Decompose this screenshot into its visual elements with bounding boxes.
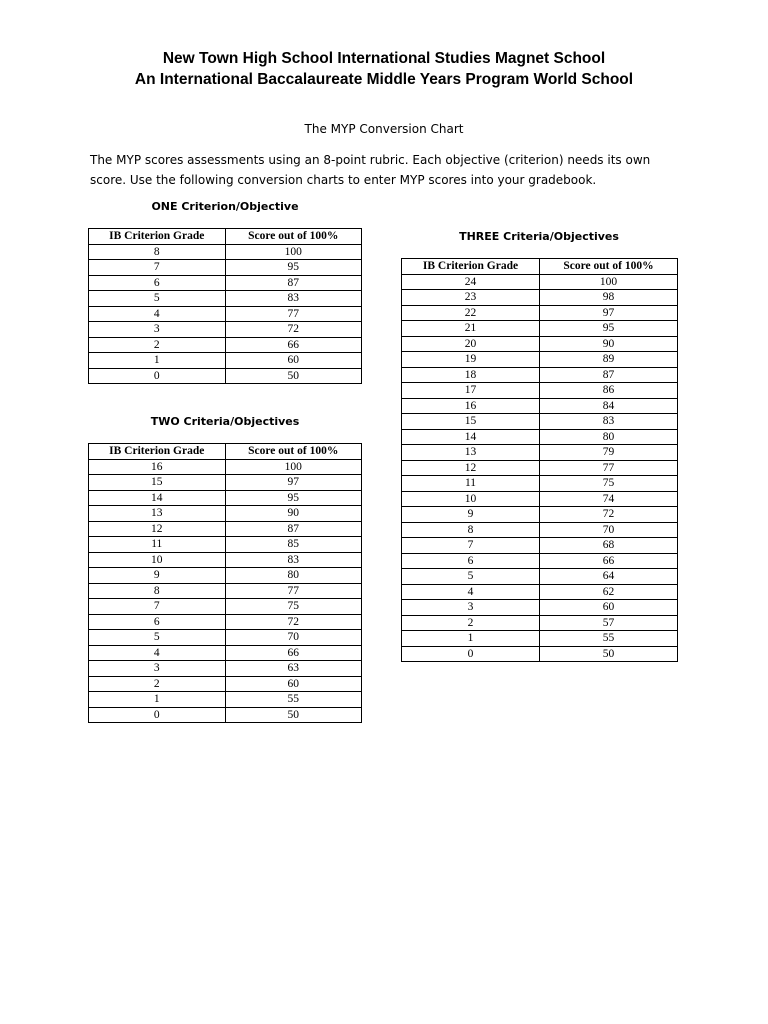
grade-cell: 6: [89, 614, 226, 630]
table-row: [89, 692, 362, 708]
table-row: [402, 460, 678, 476]
grade-cell: 8: [402, 522, 540, 538]
grade-cell: 19: [402, 352, 540, 368]
grade-cell: 22: [402, 305, 540, 321]
one-criterion-table: [88, 228, 362, 384]
table-header-row: [89, 229, 362, 245]
table-row: [89, 244, 362, 260]
column-header-score: Score out of 100%: [225, 444, 362, 460]
grade-cell: 0: [89, 707, 226, 723]
grade-cell: 11: [89, 537, 226, 553]
score-cell: 60: [540, 600, 678, 616]
table-row: [402, 383, 678, 399]
grade-cell: 7: [89, 599, 226, 615]
grade-cell: 4: [89, 306, 226, 322]
score-cell: 50: [540, 646, 678, 662]
score-cell: 83: [540, 414, 678, 430]
score-cell: 98: [540, 290, 678, 306]
table-row: [402, 414, 678, 430]
grade-cell: 4: [402, 584, 540, 600]
grade-cell: 5: [402, 569, 540, 585]
table-row: [89, 599, 362, 615]
score-cell: 63: [225, 661, 362, 677]
score-cell: 72: [225, 614, 362, 630]
grade-cell: 24: [402, 274, 540, 290]
grade-cell: 23: [402, 290, 540, 306]
table-row: [89, 552, 362, 568]
table-row: [402, 429, 678, 445]
score-cell: 57: [540, 615, 678, 631]
grade-cell: 14: [89, 490, 226, 506]
score-cell: 55: [540, 631, 678, 647]
table-row: [402, 491, 678, 507]
column-header-score: Score out of 100%: [225, 229, 362, 245]
score-cell: 97: [225, 475, 362, 491]
score-cell: 90: [540, 336, 678, 352]
column-header-grade: IB Criterion Grade: [402, 259, 540, 275]
table-row: [89, 537, 362, 553]
grade-cell: 7: [89, 260, 226, 276]
score-cell: 87: [540, 367, 678, 383]
grade-cell: 5: [89, 291, 226, 307]
column-header-score: Score out of 100%: [540, 259, 678, 275]
table-row: [89, 568, 362, 584]
table-row: [89, 506, 362, 522]
score-cell: 95: [225, 260, 362, 276]
grade-cell: 9: [89, 568, 226, 584]
table-row: [402, 274, 678, 290]
table-row: [402, 305, 678, 321]
table-row: [89, 306, 362, 322]
score-cell: 66: [225, 645, 362, 661]
score-cell: 50: [225, 368, 362, 384]
table-row: [402, 398, 678, 414]
grade-cell: 2: [89, 676, 226, 692]
grade-cell: 10: [89, 552, 226, 568]
score-cell: 95: [540, 321, 678, 337]
table-row: [402, 336, 678, 352]
table-row: [89, 583, 362, 599]
grade-cell: 1: [402, 631, 540, 647]
grade-cell: 20: [402, 336, 540, 352]
score-cell: 72: [540, 507, 678, 523]
score-cell: 66: [540, 553, 678, 569]
grade-cell: 12: [402, 460, 540, 476]
score-cell: 79: [540, 445, 678, 461]
grade-cell: 13: [402, 445, 540, 461]
score-cell: 77: [225, 306, 362, 322]
score-cell: 50: [225, 707, 362, 723]
school-title: New Town High School International Studies Magnet School: [162, 50, 606, 67]
grade-cell: 0: [89, 368, 226, 384]
grade-cell: 2: [89, 337, 226, 353]
grade-cell: 7: [402, 538, 540, 554]
table-row: [89, 707, 362, 723]
column-header-grade: IB Criterion Grade: [89, 444, 226, 460]
table-row: [89, 337, 362, 353]
two-criteria-table: [88, 443, 362, 723]
table-row: [402, 522, 678, 538]
grade-cell: 13: [89, 506, 226, 522]
grade-cell: 4: [89, 645, 226, 661]
grade-cell: 17: [402, 383, 540, 399]
table-row: [89, 291, 362, 307]
score-cell: 89: [540, 352, 678, 368]
table-row: [402, 507, 678, 523]
grade-cell: 1: [89, 692, 226, 708]
school-subtitle: An International Baccalaureate Middle Years Program World School: [134, 71, 634, 88]
table-row: [402, 631, 678, 647]
score-cell: 60: [225, 353, 362, 369]
three-criteria-table: [401, 258, 678, 662]
table-row: [89, 475, 362, 491]
score-cell: 84: [540, 398, 678, 414]
table-header-row: [89, 444, 362, 460]
score-cell: 87: [225, 521, 362, 537]
score-cell: 75: [540, 476, 678, 492]
score-cell: 83: [225, 291, 362, 307]
table-row: [402, 646, 678, 662]
grade-cell: 8: [89, 583, 226, 599]
score-cell: 97: [540, 305, 678, 321]
score-cell: 77: [225, 583, 362, 599]
table-row: [402, 352, 678, 368]
table-row: [402, 445, 678, 461]
score-cell: 68: [540, 538, 678, 554]
one-criterion-title: ONE Criterion/Objective: [151, 200, 299, 213]
score-cell: 70: [225, 630, 362, 646]
grade-cell: 3: [402, 600, 540, 616]
table-row: [402, 290, 678, 306]
grade-cell: 3: [89, 661, 226, 677]
grade-cell: 12: [89, 521, 226, 537]
table-row: [89, 630, 362, 646]
grade-cell: 14: [402, 429, 540, 445]
table-row: [89, 322, 362, 338]
score-cell: 100: [225, 244, 362, 260]
score-cell: 100: [540, 274, 678, 290]
score-cell: 100: [225, 459, 362, 475]
table-row: [89, 275, 362, 291]
table-header-row: [402, 259, 678, 275]
score-cell: 60: [225, 676, 362, 692]
grade-cell: 15: [402, 414, 540, 430]
score-cell: 85: [225, 537, 362, 553]
table-row: [89, 260, 362, 276]
score-cell: 64: [540, 569, 678, 585]
grade-cell: 18: [402, 367, 540, 383]
grade-cell: 1: [89, 353, 226, 369]
grade-cell: 0: [402, 646, 540, 662]
score-cell: 80: [225, 568, 362, 584]
grade-cell: 5: [89, 630, 226, 646]
grade-cell: 3: [89, 322, 226, 338]
table-row: [402, 367, 678, 383]
score-cell: 72: [225, 322, 362, 338]
score-cell: 62: [540, 584, 678, 600]
grade-cell: 2: [402, 615, 540, 631]
grade-cell: 6: [402, 553, 540, 569]
table-row: [402, 321, 678, 337]
score-cell: 86: [540, 383, 678, 399]
chart-title: The MYP Conversion Chart: [304, 122, 464, 136]
table-row: [402, 615, 678, 631]
score-cell: 80: [540, 429, 678, 445]
table-row: [402, 569, 678, 585]
score-cell: 74: [540, 491, 678, 507]
three-criteria-title: THREE Criteria/Objectives: [459, 230, 619, 243]
table-row: [89, 353, 362, 369]
table-row: [402, 538, 678, 554]
grade-cell: 10: [402, 491, 540, 507]
table-row: [89, 645, 362, 661]
score-cell: 70: [540, 522, 678, 538]
table-row: [89, 490, 362, 506]
grade-cell: 9: [402, 507, 540, 523]
grade-cell: 16: [402, 398, 540, 414]
intro-paragraph: The MYP scores assessments using an 8-point rubric. Each objective (criterion) needs its own score. Use the following conversion charts to enter MYP scores into your gradebook.: [90, 153, 651, 187]
score-cell: 55: [225, 692, 362, 708]
two-criteria-title: TWO Criteria/Objectives: [150, 415, 300, 428]
grade-cell: 11: [402, 476, 540, 492]
table-row: [89, 459, 362, 475]
table-row: [89, 521, 362, 537]
table-row: [402, 584, 678, 600]
table-row: [402, 476, 678, 492]
score-cell: 83: [225, 552, 362, 568]
score-cell: 66: [225, 337, 362, 353]
score-cell: 95: [225, 490, 362, 506]
table-row: [89, 614, 362, 630]
table-row: [402, 600, 678, 616]
grade-cell: 8: [89, 244, 226, 260]
table-row: [402, 553, 678, 569]
column-header-grade: IB Criterion Grade: [89, 229, 226, 245]
table-row: [89, 676, 362, 692]
score-cell: 90: [225, 506, 362, 522]
grade-cell: 15: [89, 475, 226, 491]
table-row: [89, 368, 362, 384]
grade-cell: 6: [89, 275, 226, 291]
grade-cell: 21: [402, 321, 540, 337]
table-row: [89, 661, 362, 677]
score-cell: 87: [225, 275, 362, 291]
grade-cell: 16: [89, 459, 226, 475]
score-cell: 77: [540, 460, 678, 476]
score-cell: 75: [225, 599, 362, 615]
